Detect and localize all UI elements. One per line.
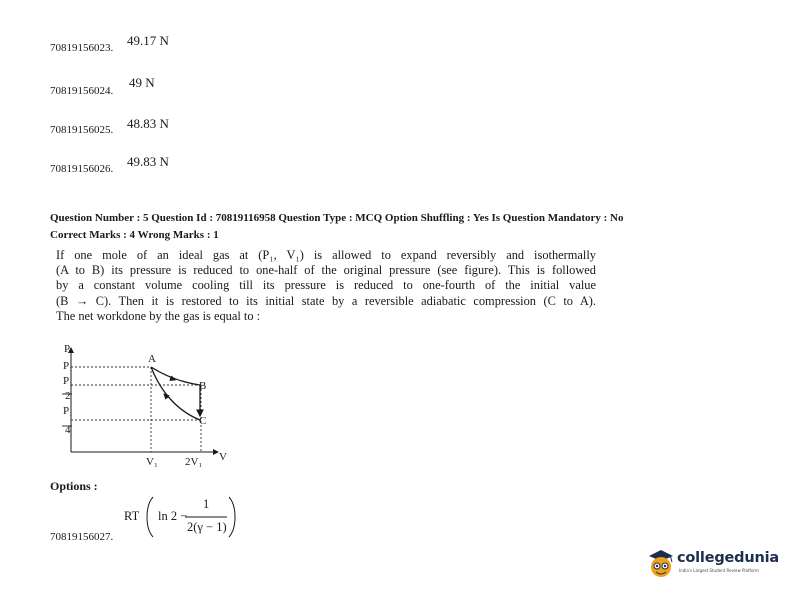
- axis-label-p: P: [64, 343, 71, 355]
- left-paren: [147, 497, 153, 537]
- logo-tagline: India's Largest Student Review Platform: [679, 568, 759, 573]
- formula-rt: RT: [124, 509, 140, 523]
- label-p1-half-den: 2: [65, 390, 71, 402]
- option-id-2: 70819156024.: [50, 85, 114, 97]
- question-line-5: The net workdone by the gas is equal to :: [56, 308, 261, 323]
- formula-ln: ln 2 −: [158, 509, 188, 523]
- option-id-3: 70819156025.: [50, 124, 114, 136]
- adiabatic-curve: [151, 367, 200, 420]
- label-p1-quarter-den: 4: [65, 424, 71, 436]
- option-value-3: 48.83 N: [127, 116, 169, 131]
- option-value-2: 49 N: [129, 75, 155, 90]
- question-line-4: (B → C). Then it is restored to its initial state by a reversible adiabatic compression (C to A).: [56, 293, 596, 308]
- label-2v1: 2V₁: [185, 456, 203, 468]
- point-c-label: C: [199, 415, 207, 427]
- label-p1: P₁: [63, 360, 73, 372]
- logo-name: collegedunia: [677, 550, 779, 566]
- question-line-1: If one mole of an ideal gas at (P₁, V₁) is allowed to expand reversibly and isothermally: [56, 248, 596, 262]
- question-meta-line1: Question Number : 5 Question Id : 70819116958 Question Type : MCQ Option Shuffling : Yes Is Question Mandatory : No: [50, 212, 624, 224]
- formula-numerator: 1: [203, 497, 210, 511]
- option-id-4: 70819156026.: [50, 163, 114, 175]
- label-p1-half-num: P₁: [63, 375, 73, 387]
- option-id-current: 70819156027.: [50, 531, 114, 543]
- collegedunia-logo: [646, 547, 779, 581]
- formula-denominator: 2(γ − 1): [187, 520, 227, 534]
- point-b-label: B: [199, 380, 207, 392]
- point-a-label: A: [148, 353, 156, 365]
- axis-label-v: V: [219, 451, 227, 463]
- label-v1: V₁: [146, 456, 158, 468]
- question-meta-line2: Correct Marks : 4 Wrong Marks : 1: [50, 229, 219, 241]
- question-line-2: (A to B) its pressure is reduced to one-half of the original pressure (see figure). This is followed: [56, 263, 596, 278]
- options-label: Options :: [50, 479, 98, 493]
- mascot-icon: [646, 547, 676, 581]
- question-text: [56, 248, 596, 324]
- label-p1-quarter-num: P₁: [63, 405, 73, 417]
- option-value-4: 49.83 N: [127, 154, 169, 169]
- option-id-1: 70819156023.: [50, 42, 114, 54]
- question-line-3: by a constant volume cooling till its pressure is reduced to one-fourth of the initial value: [56, 278, 596, 293]
- option-value-1: 49.17 N: [127, 33, 169, 48]
- right-paren: [229, 497, 235, 537]
